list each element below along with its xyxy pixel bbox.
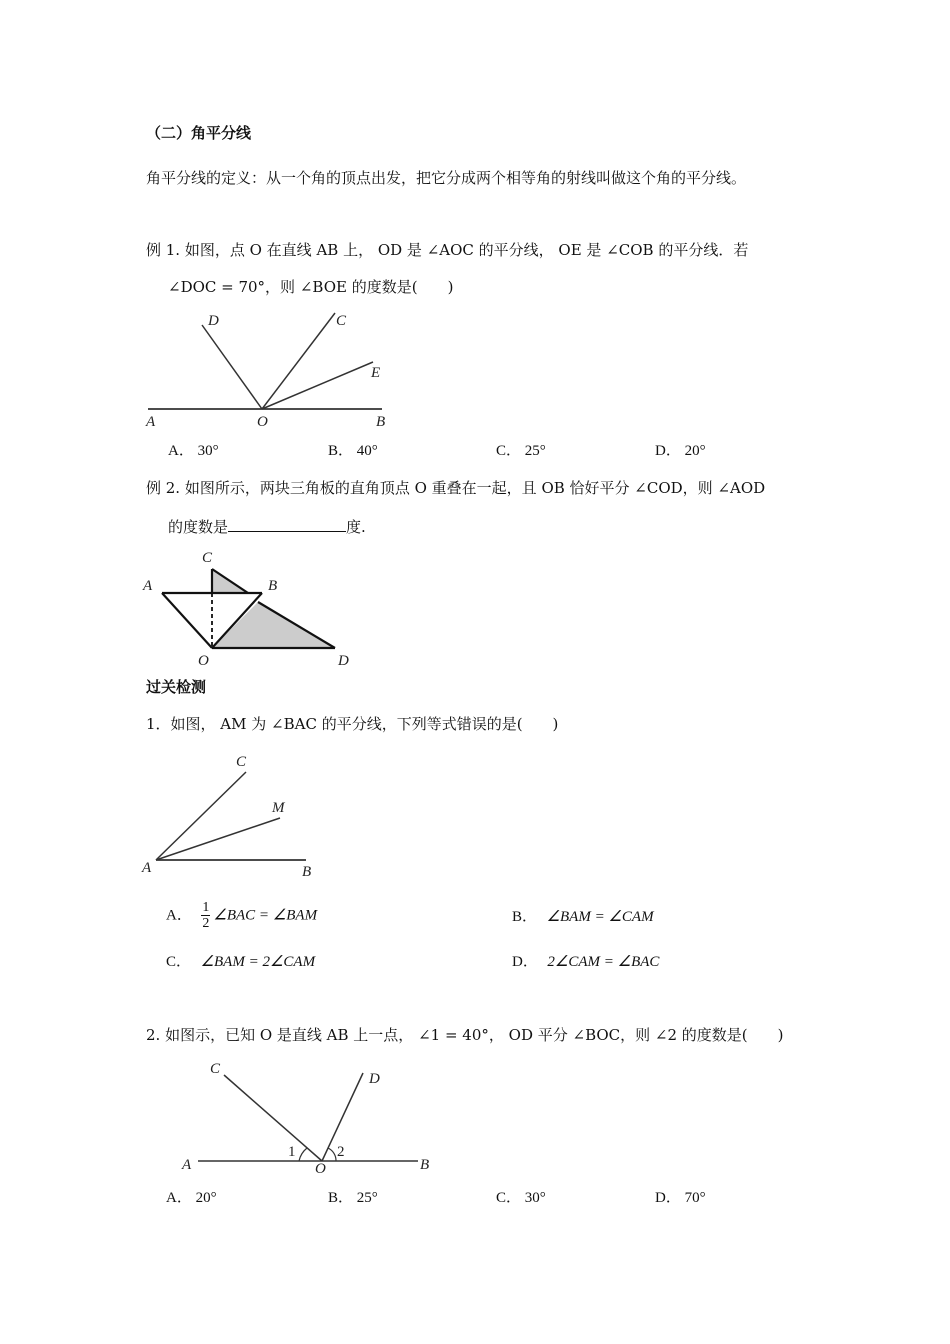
label-e: E [371,365,381,381]
q1-option-b: B． ∠BAM = ∠CAM [512,909,654,925]
q2-option-b: B． 25° [328,1190,378,1206]
q1-option-a: A． $\frac{1}{2}$ ∠BAC = ∠BAM [166,900,318,931]
example1-option-c: C． 25° [496,443,546,459]
q2-option-c: C． 30° [496,1190,546,1206]
label-c: C [210,1061,221,1077]
q1-option-c: C． ∠BAM = 2∠CAM [166,954,316,970]
label-c: C [236,754,247,770]
label-c: C [202,550,213,566]
q1-figure [140,748,340,883]
label-b: B [268,578,278,594]
angle-2-label: 2 [337,1144,345,1160]
example1-line2: ∠DOC = 70°，则 ∠BOE 的度数是( ) [168,278,454,296]
label-a: A [146,414,156,430]
angle-1-label: 1 [288,1144,296,1160]
q2-option-a: A． 20° [166,1190,217,1206]
definition-text: 角平分线的定义：从一个角的顶点出发，把它分成两个相等角的射线叫做这个角的平分线。 [146,169,747,187]
fraction-one-half: $\frac{1}{2}$ [202,900,210,931]
example1-figure [140,305,400,435]
example1-line1: 例 1. 如图，点 O 在直线 AB 上， OD 是 ∠AOC 的平分线， OE 是 ∠COB 的平分线．若 [146,241,749,259]
q2-text: 2. 如图示，已知 O 是直线 AB 上一点， ∠1 = 40°， OD 平分 ∠BOC，则 ∠2 的度数是( ) [146,1026,784,1044]
label-b: B [420,1157,430,1173]
label-o: O [257,414,268,430]
q1-option-d: D． 2∠CAM = ∠BAC [512,954,660,970]
example2-line1: 例 2. 如图所示，两块三角板的直角顶点 O 重叠在一起，且 OB 恰好平分 ∠COD，则 ∠AOD [146,479,766,497]
example2-figure [140,545,370,670]
example1-option-b: B． 40° [328,443,378,459]
label-d: D [208,313,219,329]
example2-line2: 的度数是 度. [168,515,366,537]
label-d: D [369,1071,380,1087]
label-m: M [272,800,285,816]
answer-blank[interactable] [228,515,346,532]
label-d: D [338,653,349,669]
label-o: O [315,1161,326,1177]
example1-option-a: A． 30° [168,443,219,459]
label-a: A [143,578,153,594]
q2-option-d: D． 70° [655,1190,706,1206]
q1-text: 1．如图， AM 为 ∠BAC 的平分线，下列等式错误的是( ) [146,715,559,733]
q2-figure [170,1050,450,1180]
label-a: A [142,860,152,876]
label-b: B [302,864,312,880]
checkpoint-heading: 过关检测 [146,678,207,696]
label-o: O [198,653,209,669]
example1-option-d: D． 20° [655,443,706,459]
section-heading: （二）角平分线 [146,124,252,142]
label-c: C [336,313,347,329]
label-a: A [182,1157,192,1173]
label-b: B [376,414,386,430]
